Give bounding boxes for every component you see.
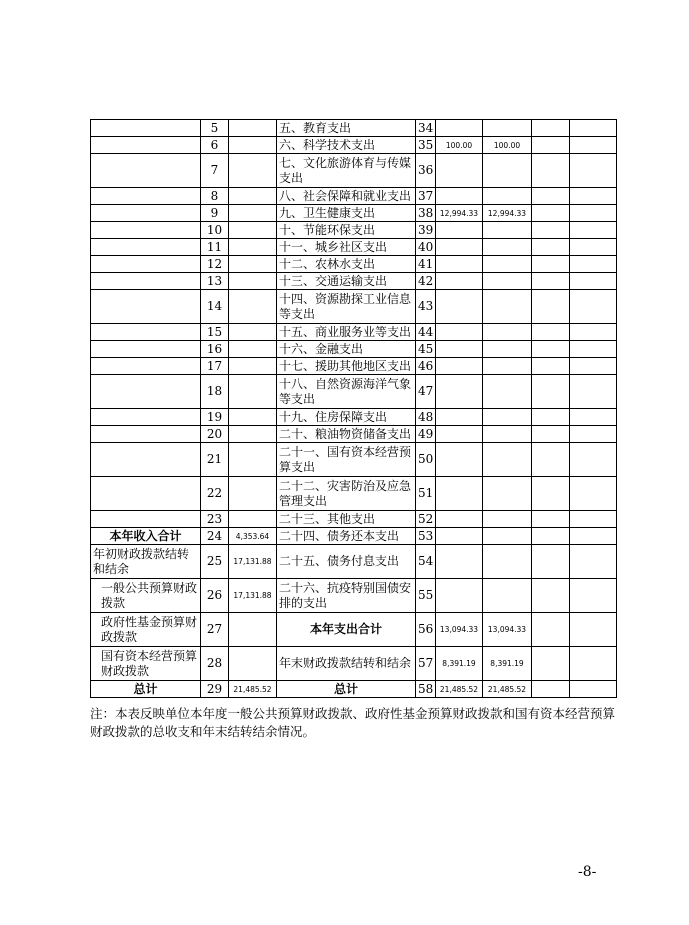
left-row-number: 17 [201,358,229,375]
left-item-label [91,409,201,426]
right-amount-state-capital [570,579,617,613]
right-row-number: 41 [416,256,436,273]
right-amount-fund [532,647,570,681]
right-amount-total [436,545,483,579]
left-amount [229,426,277,443]
table-row [91,477,617,511]
table-row [91,409,617,426]
table-row [91,239,617,256]
right-amount-state-capital [570,188,617,205]
left-item-label [91,477,201,511]
right-amount-total: 12,994.33 [436,205,483,222]
right-row-number: 43 [416,290,436,324]
right-row-number: 55 [416,579,436,613]
left-row-number: 21 [201,443,229,477]
left-amount [229,290,277,324]
left-item-label: 总计 [91,681,201,698]
page-number: -8- [578,864,597,880]
right-amount-total [436,188,483,205]
left-amount [229,443,277,477]
left-row-number: 16 [201,341,229,358]
right-row-number: 38 [416,205,436,222]
left-amount [229,222,277,239]
right-amount-fund [532,528,570,545]
left-amount [229,511,277,528]
left-amount [229,154,277,188]
table-row [91,137,617,154]
expense-item-label: 二十四、债务还本支出 [277,528,416,545]
right-row-number: 56 [416,613,436,647]
left-row-number: 6 [201,137,229,154]
table-row [91,613,617,647]
left-row-number: 15 [201,324,229,341]
right-amount-fund [532,375,570,409]
right-amount-general: 12,994.33 [483,205,532,222]
expense-item-label: 十八、自然资源海洋气象等支出 [277,375,416,409]
right-amount-total [436,256,483,273]
right-row-number: 46 [416,358,436,375]
expense-item-label: 十九、住房保障支出 [277,409,416,426]
expense-item-label: 二十二、灾害防治及应急管理支出 [277,477,416,511]
left-item-label: 国有资本经营预算财政拨款 [91,647,201,681]
right-amount-total [436,528,483,545]
left-amount: 4,353.64 [229,528,277,545]
table-row [91,154,617,188]
left-item-label: 一般公共预算财政拨款 [91,579,201,613]
right-amount-fund [532,273,570,290]
right-amount-total [436,358,483,375]
left-item-label [91,222,201,239]
right-amount-total [436,409,483,426]
right-amount-total [436,579,483,613]
left-amount [229,647,277,681]
left-item-label [91,511,201,528]
right-amount-fund [532,358,570,375]
left-amount [229,375,277,409]
right-amount-fund [532,188,570,205]
budget-table [90,119,617,698]
left-row-number: 5 [201,120,229,137]
left-item-label [91,137,201,154]
right-amount-general [483,239,532,256]
right-row-number: 44 [416,324,436,341]
right-amount-fund [532,324,570,341]
table-row [91,545,617,579]
table-row [91,647,617,681]
right-amount-general [483,341,532,358]
right-amount-state-capital [570,205,617,222]
right-amount-total: 13,094.33 [436,613,483,647]
left-item-label [91,426,201,443]
left-row-number: 8 [201,188,229,205]
right-amount-total [436,290,483,324]
left-item-label [91,120,201,137]
expense-item-label: 十四、资源勘探工业信息等支出 [277,290,416,324]
left-row-number: 7 [201,154,229,188]
left-item-label [91,188,201,205]
table-note: 注：本表反映单位本年度一般公共预算财政拨款、政府性基金预算财政拨款和国有资本经营预算财政拨款的总收支和年末结转结余情况。 [90,706,616,739]
right-amount-state-capital [570,545,617,579]
right-row-number: 36 [416,154,436,188]
expense-item-label: 二十五、债务付息支出 [277,545,416,579]
right-amount-general [483,477,532,511]
right-amount-state-capital [570,681,617,698]
right-amount-general: 13,094.33 [483,613,532,647]
right-amount-total [436,324,483,341]
right-amount-general [483,528,532,545]
expense-item-label: 九、卫生健康支出 [277,205,416,222]
left-amount [229,120,277,137]
left-item-label: 本年收入合计 [91,528,201,545]
expense-item-label: 十一、城乡社区支出 [277,239,416,256]
left-item-label [91,205,201,222]
expense-item-label: 五、教育支出 [277,120,416,137]
right-amount-state-capital [570,477,617,511]
right-amount-general [483,154,532,188]
expense-item-label: 十、节能环保支出 [277,222,416,239]
table-row [91,528,617,545]
right-row-number: 40 [416,239,436,256]
right-amount-fund [532,137,570,154]
expense-item-label: 十五、商业服务业等支出 [277,324,416,341]
left-row-number: 9 [201,205,229,222]
right-amount-state-capital [570,239,617,256]
right-amount-fund [532,477,570,511]
right-amount-total [436,341,483,358]
right-amount-state-capital [570,256,617,273]
left-item-label [91,273,201,290]
expense-item-label: 二十、粮油物资储备支出 [277,426,416,443]
right-amount-state-capital [570,358,617,375]
table-body [91,120,617,698]
left-item-label [91,154,201,188]
expense-item-label: 二十六、抗疫特别国债安排的支出 [277,579,416,613]
right-row-number: 57 [416,647,436,681]
left-item-label: 政府性基金预算财政拨款 [91,613,201,647]
table-row [91,120,617,137]
right-amount-fund [532,239,570,256]
right-row-number: 53 [416,528,436,545]
left-item-label [91,375,201,409]
left-amount [229,341,277,358]
right-amount-fund [532,681,570,698]
left-row-number: 20 [201,426,229,443]
left-amount [229,205,277,222]
left-amount [229,409,277,426]
right-amount-state-capital [570,137,617,154]
table-row [91,324,617,341]
right-amount-total [436,239,483,256]
right-row-number: 42 [416,273,436,290]
left-row-number: 23 [201,511,229,528]
right-amount-general [483,256,532,273]
right-amount-general [483,579,532,613]
right-amount-general [483,120,532,137]
left-amount [229,239,277,256]
right-amount-fund [532,290,570,324]
right-amount-state-capital [570,273,617,290]
expense-item-label: 十六、金融支出 [277,341,416,358]
left-amount: 21,485.52 [229,681,277,698]
table-row [91,681,617,698]
right-amount-general [483,188,532,205]
expense-item-label: 年末财政拨款结转和结余 [277,647,416,681]
right-row-number: 34 [416,120,436,137]
right-amount-state-capital [570,426,617,443]
right-amount-general [483,545,532,579]
right-amount-state-capital [570,324,617,341]
right-amount-general: 21,485.52 [483,681,532,698]
right-amount-total: 21,485.52 [436,681,483,698]
right-amount-total [436,511,483,528]
left-item-label [91,443,201,477]
right-amount-fund [532,205,570,222]
expense-item-label: 十二、农林水支出 [277,256,416,273]
expense-item-label: 六、科学技术支出 [277,137,416,154]
table-row [91,358,617,375]
left-amount [229,613,277,647]
right-amount-general: 8,391.19 [483,647,532,681]
left-row-number: 29 [201,681,229,698]
left-item-label [91,290,201,324]
left-row-number: 13 [201,273,229,290]
table-row [91,443,617,477]
left-row-number: 25 [201,545,229,579]
right-amount-total [436,477,483,511]
left-amount [229,256,277,273]
left-row-number: 28 [201,647,229,681]
left-row-number: 27 [201,613,229,647]
right-amount-fund [532,341,570,358]
right-amount-total [436,443,483,477]
right-amount-total: 100.00 [436,137,483,154]
left-row-number: 22 [201,477,229,511]
left-row-number: 26 [201,579,229,613]
right-row-number: 49 [416,426,436,443]
right-amount-general [483,511,532,528]
left-row-number: 12 [201,256,229,273]
right-amount-total [436,273,483,290]
right-row-number: 47 [416,375,436,409]
table-row [91,341,617,358]
right-amount-total [436,154,483,188]
left-amount [229,358,277,375]
right-row-number: 48 [416,409,436,426]
left-amount: 17,131.88 [229,545,277,579]
right-amount-state-capital [570,341,617,358]
right-amount-general [483,358,532,375]
left-row-number: 19 [201,409,229,426]
right-amount-total [436,426,483,443]
right-amount-total [436,375,483,409]
right-amount-fund [532,426,570,443]
table-row [91,375,617,409]
right-amount-fund [532,222,570,239]
right-row-number: 37 [416,188,436,205]
right-amount-fund [532,613,570,647]
right-amount-state-capital [570,120,617,137]
table-row [91,426,617,443]
left-amount [229,273,277,290]
right-row-number: 52 [416,511,436,528]
right-amount-fund [532,579,570,613]
right-amount-fund [532,443,570,477]
right-row-number: 51 [416,477,436,511]
expense-item-label: 二十一、国有资本经营预算支出 [277,443,416,477]
right-amount-fund [532,120,570,137]
expense-item-label: 二十三、其他支出 [277,511,416,528]
right-row-number: 54 [416,545,436,579]
right-amount-general [483,290,532,324]
left-amount [229,324,277,341]
left-row-number: 18 [201,375,229,409]
table-row [91,511,617,528]
right-amount-state-capital [570,443,617,477]
table-row [91,290,617,324]
right-amount-state-capital [570,290,617,324]
table-row [91,222,617,239]
left-row-number: 14 [201,290,229,324]
table-row [91,205,617,222]
left-amount [229,137,277,154]
right-amount-general [483,375,532,409]
right-amount-state-capital [570,154,617,188]
right-row-number: 58 [416,681,436,698]
table-row [91,579,617,613]
right-amount-general [483,409,532,426]
left-row-number: 10 [201,222,229,239]
right-amount-total: 8,391.19 [436,647,483,681]
left-item-label [91,239,201,256]
left-item-label [91,324,201,341]
right-amount-general [483,443,532,477]
left-row-number: 24 [201,528,229,545]
expense-item-label: 十七、援助其他地区支出 [277,358,416,375]
right-amount-total [436,120,483,137]
expense-item-label: 本年支出合计 [277,613,416,647]
right-row-number: 50 [416,443,436,477]
right-amount-total [436,222,483,239]
right-row-number: 39 [416,222,436,239]
left-item-label [91,256,201,273]
left-item-label [91,358,201,375]
table-row [91,273,617,290]
left-amount [229,188,277,205]
right-amount-state-capital [570,613,617,647]
right-amount-fund [532,545,570,579]
right-amount-state-capital [570,528,617,545]
table-row [91,256,617,273]
right-amount-state-capital [570,375,617,409]
table-row [91,188,617,205]
left-item-label [91,341,201,358]
expense-item-label: 八、社会保障和就业支出 [277,188,416,205]
right-amount-state-capital [570,409,617,426]
left-amount: 17,131.88 [229,579,277,613]
right-amount-state-capital [570,647,617,681]
left-row-number: 11 [201,239,229,256]
expense-item-label: 十三、交通运输支出 [277,273,416,290]
right-amount-state-capital [570,222,617,239]
right-amount-general [483,324,532,341]
right-amount-state-capital [570,511,617,528]
right-amount-fund [532,409,570,426]
right-amount-general [483,273,532,290]
expense-item-label: 总计 [277,681,416,698]
right-amount-general [483,222,532,239]
right-amount-fund [532,256,570,273]
left-amount [229,477,277,511]
expense-item-label: 七、文化旅游体育与传媒支出 [277,154,416,188]
right-amount-general: 100.00 [483,137,532,154]
right-amount-general [483,426,532,443]
right-amount-fund [532,511,570,528]
right-amount-fund [532,154,570,188]
right-row-number: 45 [416,341,436,358]
right-row-number: 35 [416,137,436,154]
left-item-label: 年初财政拨款结转和结余 [91,545,201,579]
